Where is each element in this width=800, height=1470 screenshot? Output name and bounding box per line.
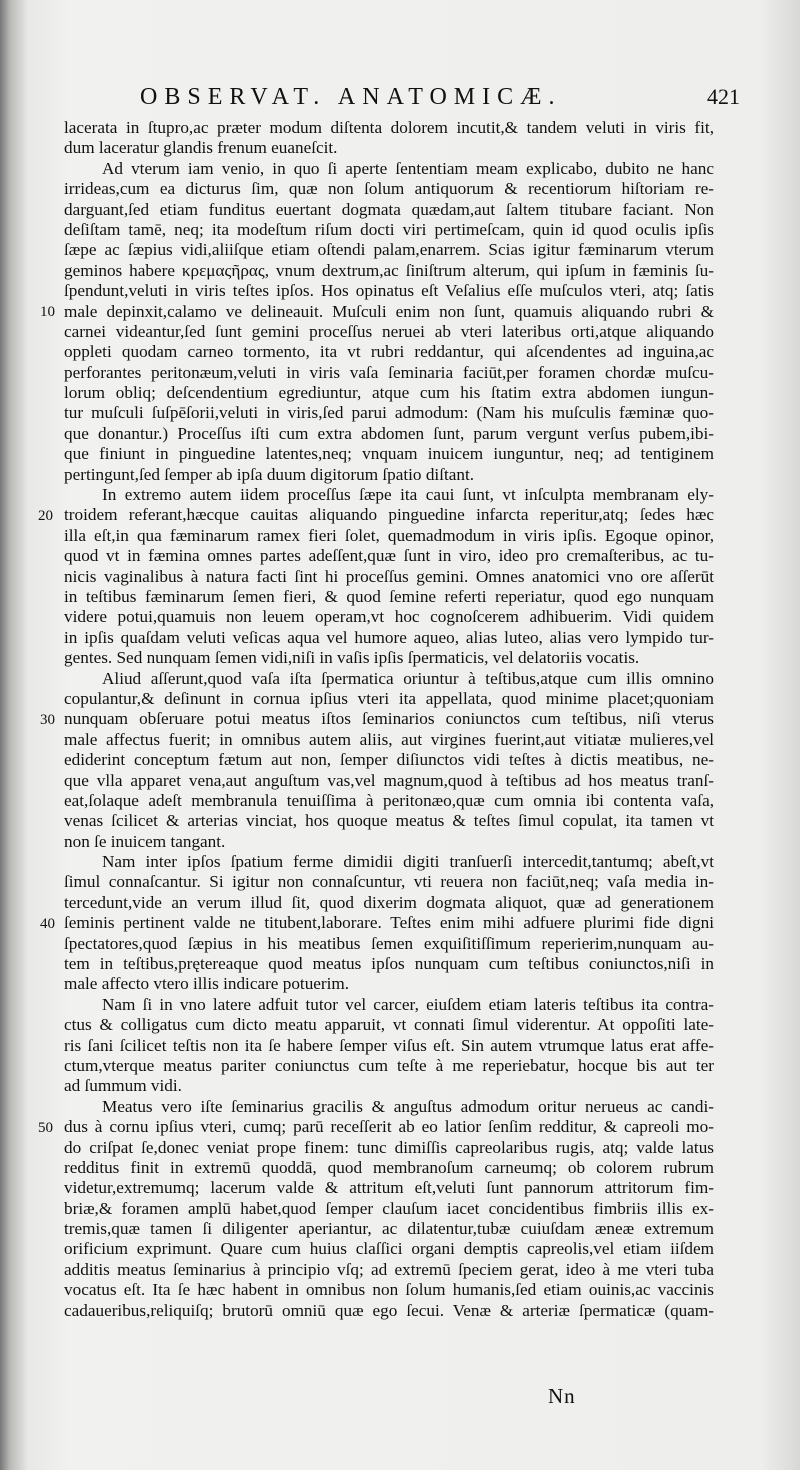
text-line: non ſe inuicem tangant. (64, 831, 226, 851)
text-line: oppleti quodam carneo tormento, ita vt rubri reddantur, qui aſcendentes ad inguina,ac (64, 342, 714, 362)
text-line: ediderint conceptum fætum aut non, ſemper diſiunctos vidi teſtes à dictis meatibus, ne- (64, 750, 714, 770)
text-line: tercedunt,vide an verum illud ſit, quod dixerim dogmata aliquot, quæ ad generationem (64, 892, 714, 912)
text-line: carnei videantur,ſed ſunt gemini proceſſus neruei ab vteri lateribus orti,atque aliquando (64, 321, 714, 341)
text-line: ctus & colligatus cum dicto meatu apparuit, vt connati ſimul viderentur. At oppoſiti late- (64, 1015, 714, 1035)
text-line: tem in teſtibus,prętereaque quod meatus ipſos nunquam cum teſtibus coniunctos,niſi in (64, 954, 714, 974)
text-line: nicis vaginalibus à natura facti ſint hi proceſſus gemini. Omnes anatomici vno ore aſſerūt (64, 566, 714, 586)
text-line: ſeminis pertinent valde ne titubent,laborare. Teſtes enim mihi adfuere plurimi fide digni (64, 913, 714, 933)
text-line: lorum obliq; deſcendentium egrediuntur, atque cum his ſtatim extra abdomen iungun- (64, 383, 714, 403)
text-line: vocatus eſt. Ita ſe hæc habent in omnibus non ſolum humanis,ſed etiam ouinis,ac vaccinis (64, 1280, 714, 1300)
text-line: videtur,extremumq; lacerum valde & attritum eſt,veluti ſunt pannorum attritorum fim- (64, 1178, 714, 1198)
running-title: OBSERVAT. ANATOMICÆ. (140, 84, 562, 110)
text-line: ad ſummum vidi. (64, 1076, 182, 1096)
text-line: copulantur,& deſinunt in cornua ipſius vteri ita appellata, quod minime placet;quoniam (64, 688, 714, 708)
text-line: male affecto vtero illis indicare potuerim. (64, 974, 350, 994)
text-line: Meatus vero iſte ſeminarius gracilis & anguſtus admodum oritur nerueus ac candi- (102, 1096, 714, 1116)
text-line: in teſtibus fæminarum ſemen fieri, & quod ſemine referti reperiatur, quod ego nunquam (64, 586, 714, 606)
text-line: venas ſcilicet & arterias vinciat, hos quoque meatus & teſtes ſimul copulat, ita tamen vt (64, 811, 714, 831)
text-line: que donantur.) Proceſſus iſti cum extra abdomen ſunt, parum vergunt verſus pubem,ibi- (64, 423, 714, 443)
text-line: do criſpat ſe,donec veniat prope finem: tunc dimiſſis capreolaribus rugis, atq; valde latus (64, 1137, 714, 1157)
text-line: geminos habere κρεμαςῆρας, vnum dextrum,ac ſiniſtrum alterum, qui ipſum in fæminis ſu- (64, 260, 714, 280)
text-line: briæ,& foramen amplū habet,quod ſemper clauſum iacet concidentibus fimbriis illis ex- (64, 1198, 714, 1218)
margin-line-number: 30 (40, 711, 55, 728)
text-line: ſimul connaſcantur. Si igitur non connaſcuntur, vti reuera non faciūt,neq; vaſa media in- (64, 872, 714, 892)
text-line: que finiunt in pinguedine latentes,neq; vnquam inuicem iunguntur, neq; ad tentiginem (64, 444, 714, 464)
text-line: male depinxit,calamo ve delineauit. Muſculi enim non ſunt, quamuis aliquando rubri & (64, 301, 714, 321)
text-line: lacerata in ſtupro,ac præter modum diſtenta dolorem incutit,& tandem veluti in viris fit, (64, 118, 714, 137)
text-line: deſiſtam tamē, neq; ita modeſtum riſum docti viri pertimeſcam, quin id quod oculis ipſis (64, 219, 714, 239)
text-line: Nam inter ipſos ſpatium ferme dimidii digiti tranſuerſi intercedit,tantumq; abeſt,vt (102, 852, 714, 872)
text-line: ctum,vterque meatus pariter coniunctus cum teſte à me reperiebatur, hocque bis aut ter (64, 1055, 714, 1075)
text-line: ſpendunt,veluti in viris teſtes ipſos. Hos opinatus eſt Veſalius eſſe muſculos vteri, atq; ſatis (64, 281, 714, 301)
text-line: in ipſis quaſdam veluti veſicas aqua vel humore aqueo, alias luteo, alias vero lympido tur- (64, 627, 714, 647)
text-line: male affectus fuerit; in omnibus autem aliis, aut virgines fuerint,aut vitiatæ mulieres,vel (64, 729, 714, 749)
text-line: pertingunt,ſed ſemper ab ipſa duum digitorum ſpatio diſtant. (64, 464, 475, 484)
text-line: eat,ſolaque adeſt membranula tenuiſſima à peritonæo,quæ cum omnia ibi contenta vaſa, (64, 790, 714, 810)
margin-line-number: 50 (38, 1119, 53, 1136)
text-line: tur muſculi ſuſpēſorii,veluti in viris,ſed parui admodum: (Nam his muſculis fæminæ quo- (64, 403, 714, 423)
text-line: dum laceratur glandis frenum euaneſcit. (64, 138, 338, 158)
text-line: darguant,ſed etiam funditus euertant dogmata quædam,aut ſaltem titubare faciant. Non (64, 199, 714, 219)
text-line: quod vt in fæmina omnes partes adeſſent,quæ ſunt in viro, ideo pro cremaſteribus, ac tu- (64, 546, 714, 566)
text-line: Aliud aſſerunt,quod vaſa iſta ſpermatica oriuntur à teſtibus,atque cum illis omnino (102, 668, 714, 688)
margin-line-number: 20 (38, 507, 53, 524)
margin-line-number: 40 (40, 915, 55, 932)
text-line: tremis,quæ tamen ſi diligenter aperiantur, ac dilatentur,tubæ cuiuſdam æneæ extremum (64, 1219, 714, 1239)
text-line: illa eſt,in qua fæminarum ramex fieri ſolet, quemadmodum in viris ipſis. Egoque opinor, (64, 525, 714, 545)
signature-mark: Nn (548, 1384, 576, 1408)
text-line: redditus finit in extremū quoddā, quod membranoſum carneumq; ob colorem rubrum (64, 1157, 714, 1177)
text-line: In extremo autem iidem proceſſus ſæpe ita caui ſunt, vt inſculpta membranam ely- (102, 485, 714, 505)
running-head (140, 84, 740, 111)
text-line: Ad vterum iam venio, in quo ſi aperte ſententiam meam explicabo, dubito ne hanc (102, 158, 714, 178)
text-line: troidem referant,hæcque cauitas aliquando pinguedine infarcta reperitur,atq; ſedes hæc (64, 505, 714, 525)
margin-line-number: 10 (40, 303, 55, 320)
text-line: perforantes peritonæum,veluti in viris vaſa ſeminaria faciūt,per foramen chordæ muſcu- (64, 362, 714, 382)
text-line: videre potui,quamuis non leuem operam,vt hoc cognoſcerem adhibuerim. Vidi quidem (64, 607, 714, 627)
text-line: additis meatus ſeminarius à principio vſq; ad extremū ſpeciem gerat, ideo à me vteri tuba (64, 1259, 714, 1279)
text-line: ſæpe ac ſæpius vidi,aliiſque etiam oſtendi palam,enarrem. Scias igitur fæminarum vterum (64, 240, 714, 260)
text-line: irrideas,cum ea dicturus ſim, quæ non ſolum antiquorum & recentiorum hiſtoriam re- (64, 179, 714, 199)
text-line: gentes. Sed nunquam ſemen vidi,niſi in vaſis ipſis ſpermaticis, vel delatoriis vocatis. (64, 648, 640, 668)
text-line: orificium exprimunt. Quare cum huius claſſici organi demptis capreolis,vel etiam iiſdem (64, 1239, 714, 1259)
text-line: cadaueribus,reliquiſq; brutorū omniū quæ ego ſecui. Venæ & arteriæ ſpermaticæ (quam- (64, 1300, 714, 1320)
body-text (64, 118, 714, 1321)
text-line: nunquam obſeruare potui meatus iſtos ſeminarios coniunctos cum teſtibus, niſi vterus (64, 709, 714, 729)
page-number: 421 (707, 84, 740, 109)
text-line: que vlla apparet vena,aut anguſtum vas,vel magnum,quod à teſtibus ad hos meatus tranſ- (64, 770, 714, 790)
text-line: dus à cornu ipſius vteri, cumq; parū receſſerit ab eo latior ſenſim redditur, & capreoli mo- (64, 1117, 714, 1137)
text-line: Nam ſi in vno latere adfuit tutor vel carcer, eiuſdem etiam lateris teſtibus ita contra- (102, 994, 714, 1014)
text-line: ſpectatores,quod ſæpius in his meatibus ſemen exquiſitiſſimum reperierim,nunquam au- (64, 933, 714, 953)
text-line: ris ſani ſcilicet teſtis non ita ſe habere ſemper viſus eſt. Sin autem vtrumque latus erat affe- (64, 1035, 714, 1055)
